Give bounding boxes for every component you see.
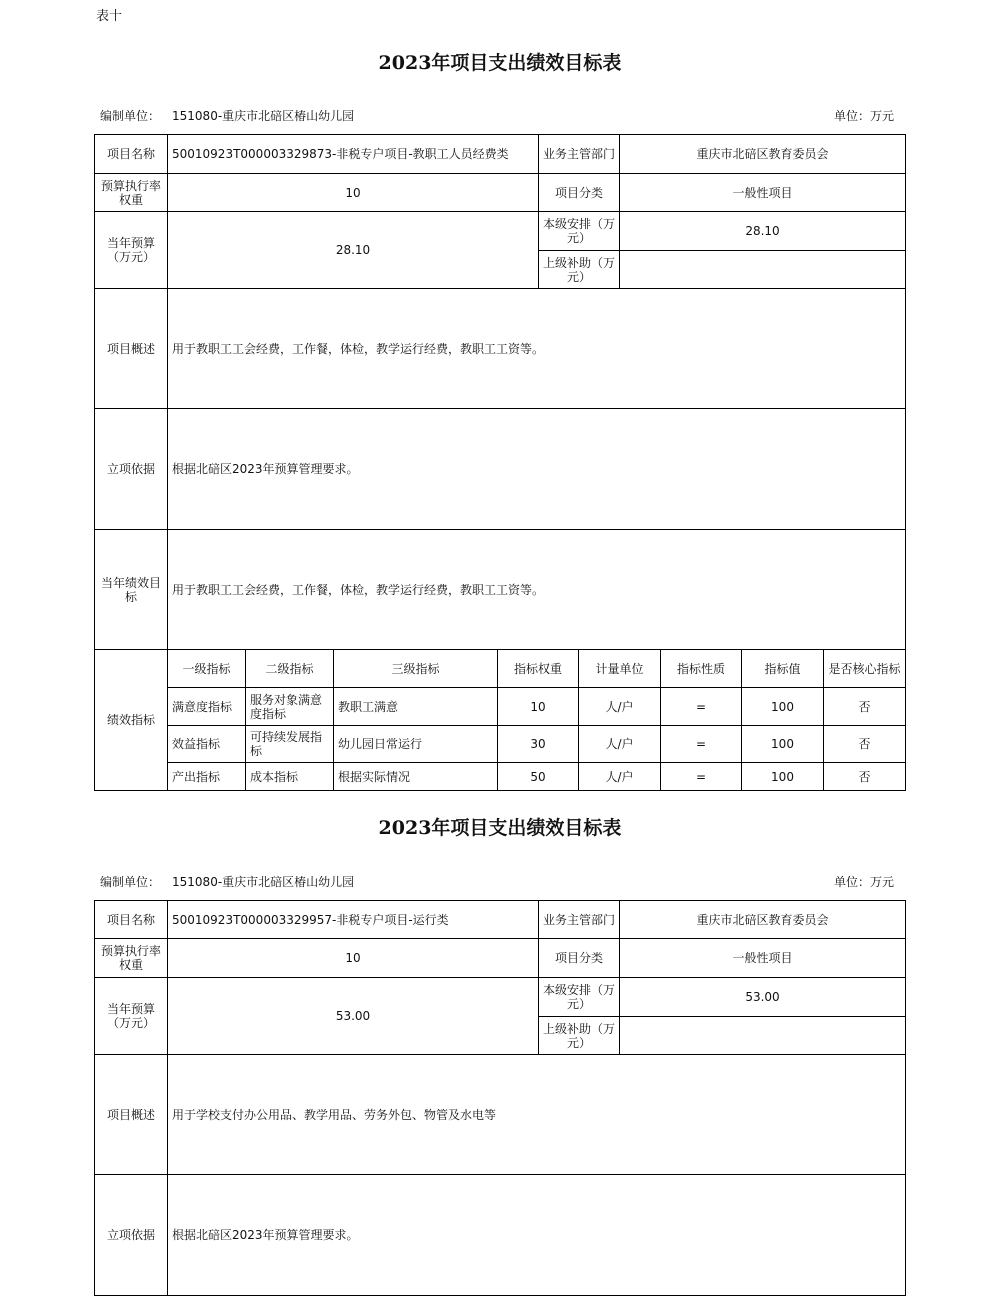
rate-weight-value: 10 (168, 939, 539, 978)
overview-value: 用于学校支付办公用品、教学用品、劳务外包、物管及水电等 (168, 1055, 905, 1175)
upper-subsidy-value (620, 251, 905, 289)
category-value: 一般性项目 (620, 939, 905, 978)
form-2-compiling-unit (100, 873, 354, 890)
upper-subsidy-header: 上级补助（万元） (539, 251, 620, 289)
project-name-header: 项目名称 (95, 901, 168, 939)
local-funding-header: 本级安排（万元） (539, 212, 620, 251)
form-2-currency-note: 单位：万元 (834, 875, 895, 889)
ind-row-2-weight: 30 (498, 726, 579, 763)
compiling-unit-label: 编制单位： (100, 875, 161, 889)
ind-col-level3: 三级指标 (334, 650, 498, 688)
project-name-value: 50010923T000003329957-非税专户项目-运行类 (168, 901, 539, 939)
upper-subsidy-header: 上级补助（万元） (539, 1017, 620, 1055)
compiling-unit-value: 151080-重庆市北碚区椿山幼儿园 (172, 109, 355, 123)
form-1-title: 2023年项目支出绩效目标表 (378, 52, 622, 74)
ind-row-3-level2: 成本指标 (246, 763, 334, 790)
ind-row-3-level3: 根据实际情况 (334, 763, 498, 790)
project-name-header: 项目名称 (95, 135, 168, 174)
form-1-compiling-unit (100, 107, 354, 124)
ind-row-1-nature: = (661, 688, 742, 726)
goal-header: 当年绩效目标 (95, 530, 168, 650)
rate-weight-value: 10 (168, 174, 539, 212)
ind-row-3-level1: 产出指标 (168, 763, 246, 790)
rate-weight-header: 预算执行率权重 (95, 939, 168, 978)
ind-col-nature: 指标性质 (661, 650, 742, 688)
ind-col-level2: 二级指标 (246, 650, 334, 688)
local-funding-value: 28.10 (620, 212, 905, 251)
overview-header: 项目概述 (95, 1055, 168, 1175)
basis-value: 根据北碚区2023年预算管理要求。 (172, 1228, 359, 1242)
ind-row-3-unit: 人/户 (579, 763, 661, 790)
basis-header: 立项依据 (95, 1175, 168, 1295)
dept-value: 重庆市北碚区教育委员会 (620, 135, 905, 174)
form-1-currency-note: 单位：万元 (834, 109, 895, 123)
ind-row-2-core: 否 (824, 726, 905, 763)
basis-header: 立项依据 (95, 409, 168, 530)
category-header: 项目分类 (539, 174, 620, 212)
budget-header: 当年预算（万元） (95, 978, 168, 1055)
ind-row-1-core: 否 (824, 688, 905, 726)
ind-row-2-unit: 人/户 (579, 726, 661, 763)
basis-value: 根据北碚区2023年预算管理要求。 (168, 409, 905, 530)
dept-header: 业务主管部门 (539, 901, 620, 939)
dept-header: 业务主管部门 (539, 135, 620, 174)
ind-row-3-nature: = (661, 763, 742, 790)
ind-row-3-value: 100 (742, 763, 824, 790)
ind-col-value: 指标值 (742, 650, 824, 688)
ind-row-1-level1: 满意度指标 (168, 688, 246, 726)
ind-row-2-nature: = (661, 726, 742, 763)
ind-row-2-level1: 效益指标 (168, 726, 246, 763)
ind-row-2-value: 100 (742, 726, 824, 763)
dept-value: 重庆市北碚区教育委员会 (620, 901, 905, 939)
ind-row-1-value: 100 (742, 688, 824, 726)
overview-header: 项目概述 (95, 289, 168, 409)
ind-col-weight: 指标权重 (498, 650, 579, 688)
ind-row-1-unit: 人/户 (579, 688, 661, 726)
goal-value: 用于教职工工会经费，工作餐，体检，教学运行经费，教职工工资等。 (168, 530, 905, 650)
budget-header: 当年预算（万元） (95, 212, 168, 289)
form-1-table (94, 134, 906, 791)
ind-row-1-level2: 服务对象满意度指标 (246, 688, 334, 726)
ind-row-1-level3: 教职工满意 (334, 688, 498, 726)
ind-row-1-weight: 10 (498, 688, 579, 726)
local-funding-value: 53.00 (620, 978, 905, 1017)
compiling-unit-label: 编制单位： (100, 109, 161, 123)
ind-row-3-core: 否 (858, 769, 871, 784)
ind-col-core: 是否核心指标 (824, 650, 905, 688)
ind-col-level1: 一级指标 (168, 650, 246, 688)
category-header: 项目分类 (539, 939, 620, 978)
form-2-table (94, 900, 906, 1296)
project-name-value: 50010923T000003329873-非税专户项目-教职工人员经费类 (168, 135, 539, 174)
indicators-header: 绩效指标 (95, 650, 168, 790)
ind-row-3-weight: 50 (498, 763, 579, 790)
budget-value: 28.10 (168, 212, 539, 289)
ind-col-unit: 计量单位 (579, 650, 661, 688)
ind-row-2-level2: 可持续发展指标 (246, 726, 334, 763)
category-value: 一般性项目 (620, 174, 905, 212)
upper-subsidy-value (620, 1017, 905, 1055)
budget-value: 53.00 (168, 978, 539, 1055)
local-funding-header: 本级安排（万元） (539, 978, 620, 1017)
rate-weight-header: 预算执行率权重 (95, 174, 168, 212)
compiling-unit-value: 151080-重庆市北碚区椿山幼儿园 (172, 875, 355, 889)
overview-value: 用于教职工工会经费，工作餐，体检，教学运行经费，教职工工资等。 (168, 289, 905, 409)
form-2-title: 2023年项目支出绩效目标表 (378, 817, 622, 839)
ind-row-2-level3: 幼儿园日常运行 (334, 726, 498, 763)
table-number-label: 表十 (96, 9, 123, 24)
